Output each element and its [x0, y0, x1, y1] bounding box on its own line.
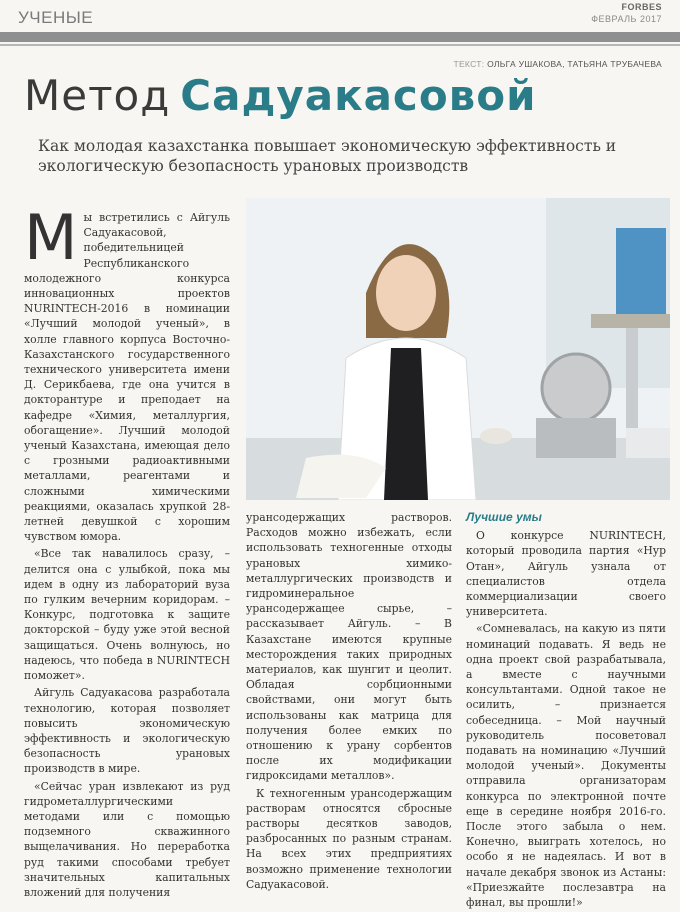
paragraph: О конкурсе NURINTECH, который проводила партия «Нур Отан», Айгуль узнала от специалистов отдела коммерциализации своего университета.	[466, 529, 666, 619]
paragraph: «Все так навалилось сразу, – делится она с улыбкой, пока мы идем в одну из лабораторий вуза по гулким вечерним коридорам. – Конкурс, подготовка к защите докторской – буду уже этой весной защищаться. Очень волнуюсь, но надеюсь, что победа в NURINTECH поможет».	[24, 547, 230, 683]
portrait-photo	[246, 198, 670, 500]
article-title	[24, 72, 537, 120]
paragraph: К техногенным урансодержащим растворам относятся сбросные растворы десятков заводов, разбросанных по разным странам. На всех этих предприятиях возможно применение технологии Садуакасовой.	[246, 786, 452, 891]
section-subheading: Лучшие умы	[466, 510, 542, 524]
issue-date: ФЕВРАЛЬ 2017	[591, 14, 662, 24]
magazine-brand: FORBES	[621, 2, 662, 12]
article-deck: Как молодая казахстанка повышает экономическую эффективность и экологическую безопасность урановых производств	[38, 137, 617, 175]
paragraph: Айгуль Садуакасова разработала технологию, которая позволяет повысить экономическую эффективность и экологическую безопасность урановых производств в мире.	[24, 686, 230, 776]
section-label: УЧЕНЫЕ	[18, 8, 94, 27]
drop-cap: М	[24, 201, 78, 274]
lab-photo-illustration	[246, 198, 670, 500]
paragraph: «Сомневалась, на какую из пяти номинаций подавать. Я ведь не одна проект свой разрабатывала, а вместе с научными консультантами. Одной такое не осилить, – признается собеседница. – Мой научный руководитель посоветовал подавать на номинацию «Лучший молодой ученый». Документы отправила организаторам конкурса по электронной почте еще в середине ноября 2016-го. После этого забыла о нем. Конечно, выиграть хотелось, но особо я не надеялась. И вот в начале декабря звонок из Астаны: «Приезжайте послезавтра на финал, вы прошли!»	[466, 622, 666, 910]
credits-authors: ОЛЬГА УШАКОВА, ТАТЬЯНА ТРУБАЧЕВА	[487, 59, 662, 69]
header-rule	[0, 32, 680, 42]
author-credits	[453, 59, 662, 69]
column-3	[466, 510, 666, 912]
lead-paragraph	[24, 201, 230, 544]
title-part-1: Метод	[24, 71, 171, 120]
header-rule-thin	[0, 44, 680, 46]
column-2	[246, 510, 452, 894]
title-part-2: Садуакасовой	[180, 71, 537, 120]
credits-label: ТЕКСТ:	[453, 59, 485, 69]
lead-text: ы встретились с Айгуль Садуакасовой, победительницей Республиканского молодежного конкурса инновационных проектов NURINTECH-2016 в номинации «Лучший молодой ученый», в холле главного корпуса Восточно-Казахстанского государственного технического университета имени Д. Серикбаева, где она учится в докторантуре и преподает на кафедре «Химия, металлургия, обогащение». Лучший молодой ученый Казахстана, имеющая дело с грозными радиоактивными металлами, реагентами и сложными химическими реакциями, оказалась хрупкой 28-летней девушкой с хорошим чувством юмора.	[24, 211, 230, 544]
paragraph: «Сейчас уран извлекают из руд гидрометаллургическими методами или с помощью подземного скважинного выщелачивания. Но переработка руд такими способами требует значительных капитальных вложений для получения	[24, 779, 230, 899]
column-1	[24, 201, 230, 902]
paragraph: урансодержащих растворов. Расходов можно избежать, если использовать техногенные отходы урановых химико-металлургических производств и гидроминеральное урансодержащее сырье, – рассказывает Айгуль. – В Казахстане имеются крупные месторождения таких природных материалов, как шунгит и цеолит. Обладая сорбционными свойствами, они могут быть использованы как матрица для получения более емких по отношению к урану сорбентов после их модификации гидроксидами металлов».	[246, 511, 452, 783]
